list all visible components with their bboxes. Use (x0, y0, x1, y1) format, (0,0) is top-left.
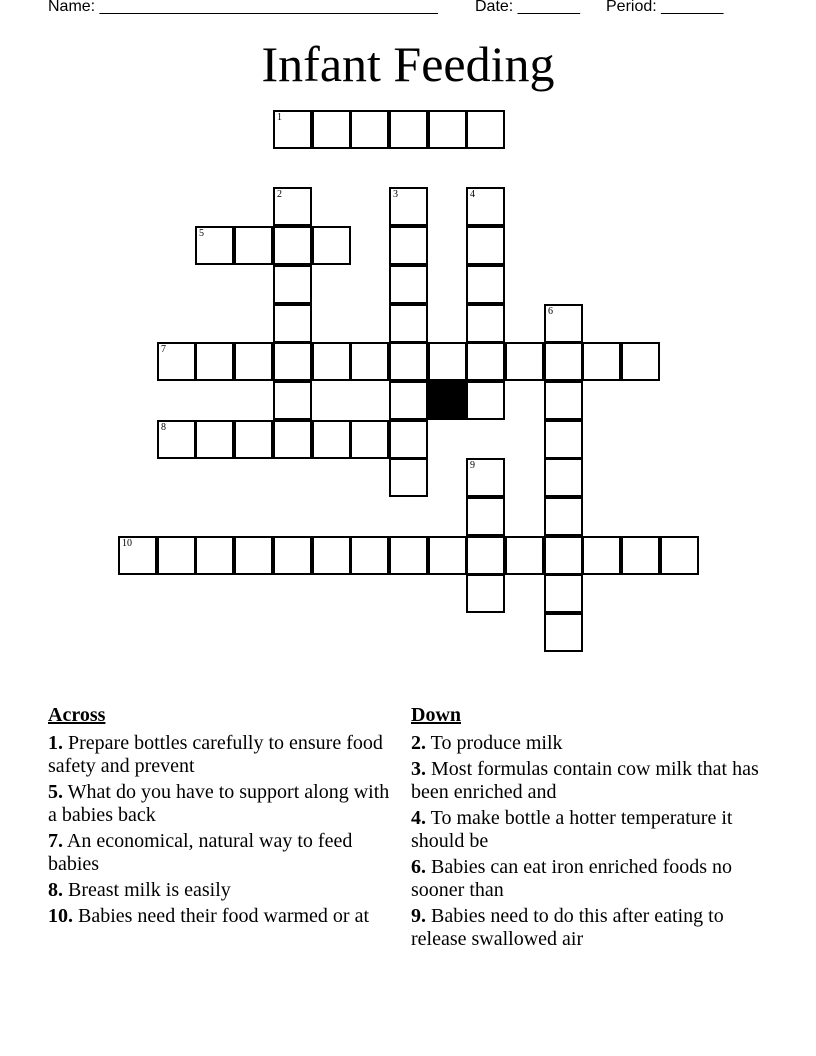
crossword-cell[interactable] (582, 536, 621, 575)
clue-number: 10. (48, 905, 73, 927)
crossword-cell[interactable] (273, 265, 312, 304)
across-clue (48, 830, 393, 876)
across-heading: Across (48, 704, 106, 726)
crossword-cell[interactable] (544, 536, 583, 575)
crossword-cell[interactable] (466, 458, 505, 497)
crossword-cell[interactable] (118, 536, 157, 575)
crossword-cell[interactable] (273, 226, 312, 265)
down-clue (411, 758, 771, 804)
clue-number-label: 1 (277, 112, 282, 123)
crossword-cell[interactable] (234, 342, 273, 381)
crossword-cell[interactable] (466, 226, 505, 265)
crossword-cell[interactable] (157, 420, 196, 459)
crossword-cell[interactable] (544, 574, 583, 613)
crossword-cell[interactable] (428, 110, 467, 149)
clue-text: To produce milk (430, 732, 563, 754)
crossword-cell[interactable] (273, 536, 312, 575)
crossword-cell[interactable] (466, 381, 505, 420)
name-field-label: Name: ______________________________________ (48, 0, 438, 15)
crossword-cell[interactable] (350, 342, 389, 381)
crossword-cell[interactable] (312, 342, 351, 381)
down-clue (411, 856, 771, 902)
across-clues (48, 702, 393, 931)
crossword-cell[interactable] (350, 110, 389, 149)
crossword-cell[interactable] (195, 420, 234, 459)
crossword-cell[interactable] (157, 536, 196, 575)
crossword-cell[interactable] (660, 536, 699, 575)
clue-number-label: 6 (548, 306, 553, 317)
date-field-label: Date: _______ (475, 0, 580, 15)
crossword-cell[interactable] (544, 458, 583, 497)
clue-number: 8. (48, 879, 63, 901)
crossword-cell[interactable] (428, 536, 467, 575)
crossword-cell[interactable] (273, 420, 312, 459)
crossword-cell[interactable] (505, 536, 544, 575)
crossword-cell[interactable] (273, 342, 312, 381)
crossword-cell[interactable] (544, 613, 583, 652)
across-clue (48, 781, 393, 827)
crossword-cell[interactable] (273, 304, 312, 343)
crossword-cell[interactable] (389, 265, 428, 304)
crossword-cell[interactable] (466, 536, 505, 575)
clue-number-label: 5 (199, 228, 204, 239)
crossword-cell[interactable] (544, 420, 583, 459)
crossword-cell[interactable] (466, 304, 505, 343)
crossword-cell[interactable] (466, 342, 505, 381)
across-clue (48, 879, 393, 902)
crossword-cell[interactable] (582, 342, 621, 381)
crossword-block (428, 381, 467, 420)
clue-number-label: 4 (470, 189, 475, 200)
crossword-cell[interactable] (428, 342, 467, 381)
crossword-cell[interactable] (312, 420, 351, 459)
crossword-cell[interactable] (273, 381, 312, 420)
clue-text: What do you have to support along with a babies back (48, 781, 390, 826)
across-clue (48, 905, 393, 928)
crossword-cell[interactable] (466, 574, 505, 613)
crossword-cell[interactable] (234, 536, 273, 575)
clue-number-label: 8 (161, 422, 166, 433)
clue-text: Babies can eat iron enriched foods no sooner than (411, 856, 733, 901)
clue-number-label: 2 (277, 189, 282, 200)
crossword-cell[interactable] (544, 304, 583, 343)
crossword-cell[interactable] (312, 226, 351, 265)
clue-number-label: 3 (393, 189, 398, 200)
crossword-cell[interactable] (505, 342, 544, 381)
down-clue (411, 905, 771, 951)
crossword-cell[interactable] (621, 342, 660, 381)
crossword-cell[interactable] (350, 420, 389, 459)
crossword-cell[interactable] (195, 536, 234, 575)
clue-number: 7. (48, 830, 63, 852)
crossword-cell[interactable] (234, 420, 273, 459)
crossword-cell[interactable] (466, 187, 505, 226)
crossword-cell[interactable] (466, 265, 505, 304)
crossword-cell[interactable] (389, 420, 428, 459)
down-clue (411, 732, 771, 755)
clue-number: 5. (48, 781, 63, 803)
clue-number: 1. (48, 732, 63, 754)
clue-number: 6. (411, 856, 426, 878)
crossword-cell[interactable] (312, 536, 351, 575)
across-clue (48, 732, 393, 778)
clue-text: Babies need to do this after eating to release swallowed air (411, 905, 724, 950)
clue-number: 2. (411, 732, 426, 754)
down-heading: Down (411, 704, 462, 726)
crossword-cell[interactable] (273, 187, 312, 226)
period-field-label: Period: _______ (606, 0, 724, 15)
crossword-cell[interactable] (389, 304, 428, 343)
crossword-cell[interactable] (621, 536, 660, 575)
clue-text: Prepare bottles carefully to ensure food safety and prevent (48, 732, 383, 777)
crossword-cell[interactable] (157, 342, 196, 381)
crossword-cell[interactable] (544, 381, 583, 420)
crossword-cell[interactable] (312, 110, 351, 149)
crossword-cell[interactable] (273, 110, 312, 149)
down-clue (411, 807, 771, 853)
crossword-cell[interactable] (195, 226, 234, 265)
clue-number-label: 7 (161, 344, 166, 355)
crossword-cell[interactable] (544, 497, 583, 536)
clue-text: Most formulas contain cow milk that has been enriched and (411, 758, 759, 803)
clue-number: 4. (411, 807, 426, 829)
crossword-cell[interactable] (389, 342, 428, 381)
crossword-cell[interactable] (466, 110, 505, 149)
crossword-cell[interactable] (544, 342, 583, 381)
crossword-cell[interactable] (350, 536, 389, 575)
clue-text: An economical, natural way to feed babies (48, 830, 353, 875)
crossword-cell[interactable] (389, 226, 428, 265)
crossword-cell[interactable] (195, 342, 234, 381)
crossword-cell[interactable] (389, 536, 428, 575)
clue-number: 9. (411, 905, 426, 927)
clue-number-label: 9 (470, 460, 475, 471)
crossword-cell[interactable] (389, 187, 428, 226)
clue-number-label: 10 (122, 538, 132, 549)
clue-text: To make bottle a hotter temperature it should be (411, 807, 733, 852)
clue-number: 3. (411, 758, 426, 780)
crossword-cell[interactable] (389, 110, 428, 149)
crossword-cell[interactable] (389, 381, 428, 420)
clue-text: Breast milk is easily (68, 879, 231, 901)
clue-text: Babies need their food warmed or at (78, 905, 370, 927)
crossword-cell[interactable] (466, 497, 505, 536)
down-clues (411, 702, 771, 954)
crossword-cell[interactable] (389, 458, 428, 497)
crossword-cell[interactable] (234, 226, 273, 265)
page-title: Infant Feeding (261, 36, 555, 92)
